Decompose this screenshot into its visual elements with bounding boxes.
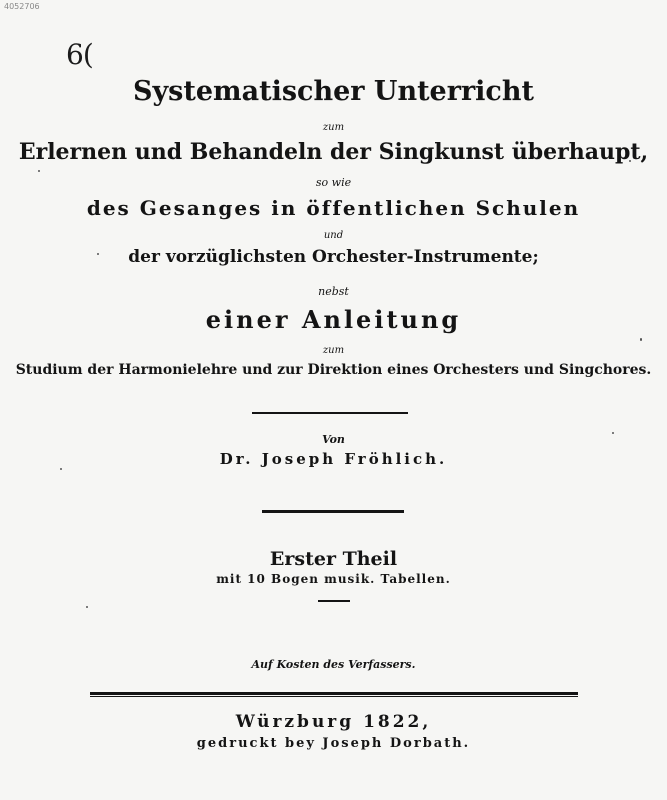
scan-speck — [60, 468, 62, 470]
part-subtitle: mit 10 Bogen musik. Tabellen. — [216, 572, 451, 586]
part-title: Erster Theil — [269, 548, 398, 570]
divider-rule-3 — [318, 600, 350, 602]
connector-nebst: nebst — [318, 285, 349, 298]
page-number: 6( — [66, 38, 93, 71]
connector-und: und — [323, 230, 344, 241]
place-year: Würzburg 1822, — [235, 712, 432, 732]
printer-line: gedruckt bey Joseph Dorbath. — [196, 736, 471, 751]
subtitle-line-5: Studium der Harmonielehre und zur Direktion eines Orchesters und Singchores. — [15, 362, 652, 378]
connector-zum-2: zum — [322, 345, 345, 356]
subtitle-line-4: einer Anleitung — [205, 305, 462, 334]
scan-speck — [86, 606, 88, 608]
divider-rule-1 — [252, 412, 408, 414]
author-prefix: Von — [322, 433, 345, 446]
connector-so-wie: so wie — [315, 176, 352, 189]
subtitle-line-1: Erlernen und Behandeln der Singkunst überhaupt, — [18, 139, 649, 165]
subtitle-line-3: der vorzüglichsten Orchester-Instrumente; — [128, 247, 539, 267]
connector-zum: zum — [322, 122, 345, 133]
divider-rule-2 — [262, 510, 404, 513]
scan-speck — [640, 338, 642, 341]
subtitle-line-2: des Gesanges in öffentlichen Schulen — [86, 196, 581, 220]
corner-mark: 4052706 — [4, 2, 40, 11]
book-title: Systematischer Unterricht — [133, 76, 534, 107]
imprint-rule-bottom — [90, 696, 578, 697]
scan-speck — [38, 170, 40, 172]
cost-note: Auf Kosten des Verfassers. — [251, 658, 416, 671]
author-name: Dr. Joseph Fröhlich. — [219, 450, 448, 468]
imprint-rule-top — [90, 692, 578, 695]
